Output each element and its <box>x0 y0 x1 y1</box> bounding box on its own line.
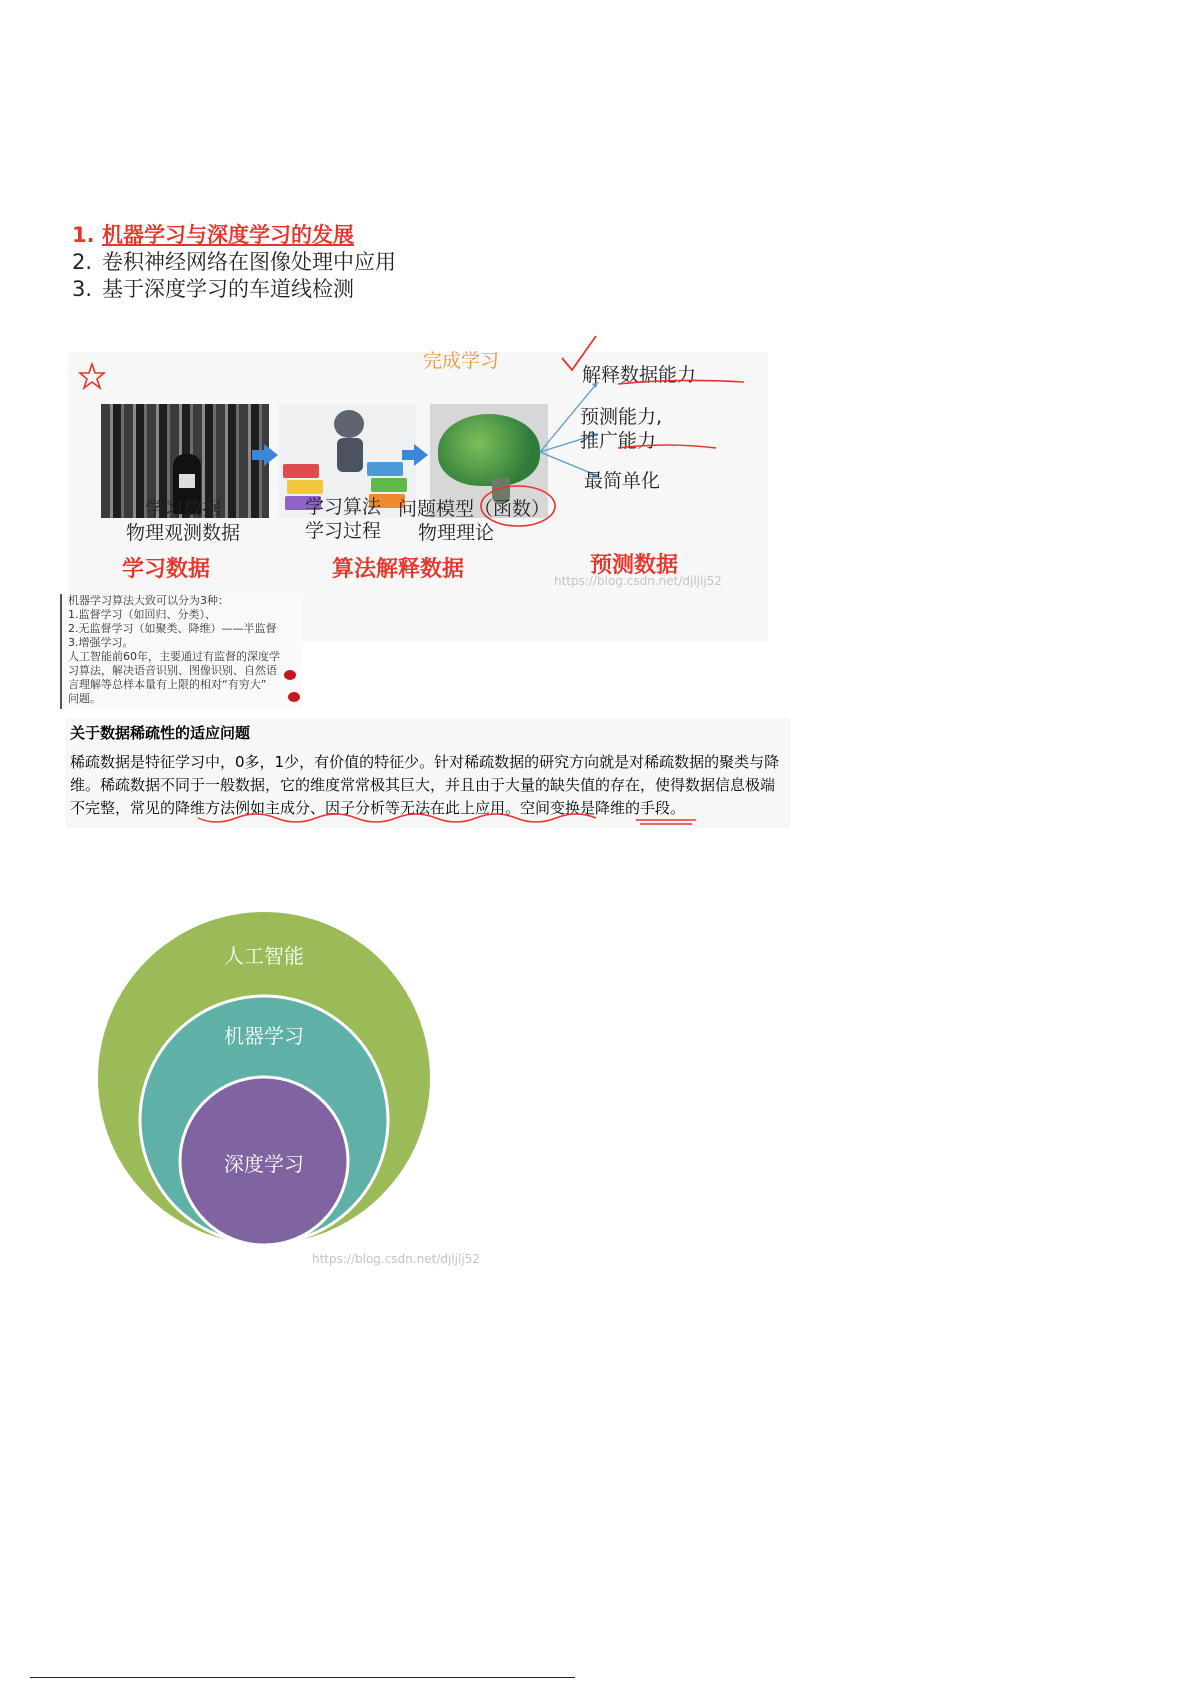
note-line: 2.无监督学习（如聚类、降维）——半监督 <box>68 622 277 635</box>
bottom-label-predict: 预测数据 <box>590 553 679 578</box>
bottom-label-data: 学习数据 <box>122 557 211 582</box>
caption-algo-2: 学习过程 <box>304 520 381 542</box>
outline-list <box>72 222 402 303</box>
footer-rule <box>30 1677 575 1678</box>
wavy-underline-doodle <box>196 810 696 828</box>
venn-label-dl: 深度学习 <box>224 1152 304 1176</box>
book-shape <box>371 478 407 492</box>
caption-data-2: 物理观测数据 <box>125 522 240 544</box>
book-shape <box>367 462 403 476</box>
sparsity-section <box>66 718 790 828</box>
circle-doodle <box>478 482 558 530</box>
bottom-label-algo: 算法解释数据 <box>332 557 465 582</box>
note-line: 机器学习算法大致可以分为3种： <box>68 594 229 607</box>
note-line: 言理解等总样本量有上限的相对“有穷大” <box>68 678 267 691</box>
book-shape <box>283 464 319 478</box>
outline-num: 2. <box>72 250 93 274</box>
outline-text: 卷积神经网络在图像处理中应用 <box>102 250 396 274</box>
robot-head <box>334 410 364 438</box>
venn-label-ml: 机器学习 <box>224 1024 304 1048</box>
robot-body <box>337 438 363 472</box>
red-dot <box>284 670 296 680</box>
output-predict: 预测能力, <box>580 406 663 428</box>
watermark-text: https://blog.csdn.net/djljlj52 <box>554 574 722 588</box>
caption-model-1: 问题模型（函数） <box>398 498 551 520</box>
output-simplify: 最简单化 <box>584 470 661 492</box>
output-explain: 解释数据能力 <box>582 364 697 386</box>
sparsity-body: 稀疏数据是特征学习中，0多，1少，有价值的特征少。针对稀疏数据的研究方向就是对稀疏数据的聚类与降维。稀疏数据不同于一般数据，它的维度常常极其巨大，并且由于大量的缺失值的存在，使得数据信息极端不完整，常见的降维方法例如主成分、因子分析等无法在此上应用。空间变换是降维的手段。 <box>70 753 780 817</box>
red-dot <box>288 692 300 702</box>
sparsity-title: 关于数据稀疏性的适应问题 <box>70 724 251 742</box>
outline-item-3 <box>72 276 402 303</box>
note-line: 1.监督学习（如回归、分类）、 <box>68 608 216 621</box>
brain-shape <box>438 414 540 486</box>
ml-types-note <box>60 594 302 709</box>
outline-item-1 <box>72 222 402 249</box>
star-doodle-icon <box>78 362 106 390</box>
paper-shape <box>179 474 195 488</box>
note-line: 3.增强学习。 <box>68 636 134 649</box>
note-line: 问题。 <box>68 692 101 705</box>
caption-data-1: 学习数据 <box>144 498 221 520</box>
note-line: 人工智能前60年，主要通过有监督的深度学 <box>68 650 280 663</box>
arrow-right-icon <box>414 444 428 466</box>
watermark-text: https://blog.csdn.net/djljlj52 <box>312 1252 480 1266</box>
venn-label-ai: 人工智能 <box>224 944 304 968</box>
complete-learning-label: 完成学习 <box>423 350 500 372</box>
outline-item-2 <box>72 249 402 276</box>
underline-doodle <box>616 378 756 458</box>
outline-text: 机器学习与深度学习的发展 <box>102 223 354 247</box>
caption-algo-1: 学习算法 <box>304 496 381 518</box>
outline-text: 基于深度学习的车道线检测 <box>102 277 354 301</box>
outline-num: 3. <box>72 277 93 301</box>
outline-num: 1. <box>72 223 95 247</box>
arrow-right-icon <box>264 444 278 466</box>
output-generalize: 推广能力 <box>580 430 657 452</box>
note-line: 习算法，解决语音识别、图像识别、自然语 <box>68 664 277 677</box>
caption-model-2: 物理理论 <box>418 522 495 544</box>
